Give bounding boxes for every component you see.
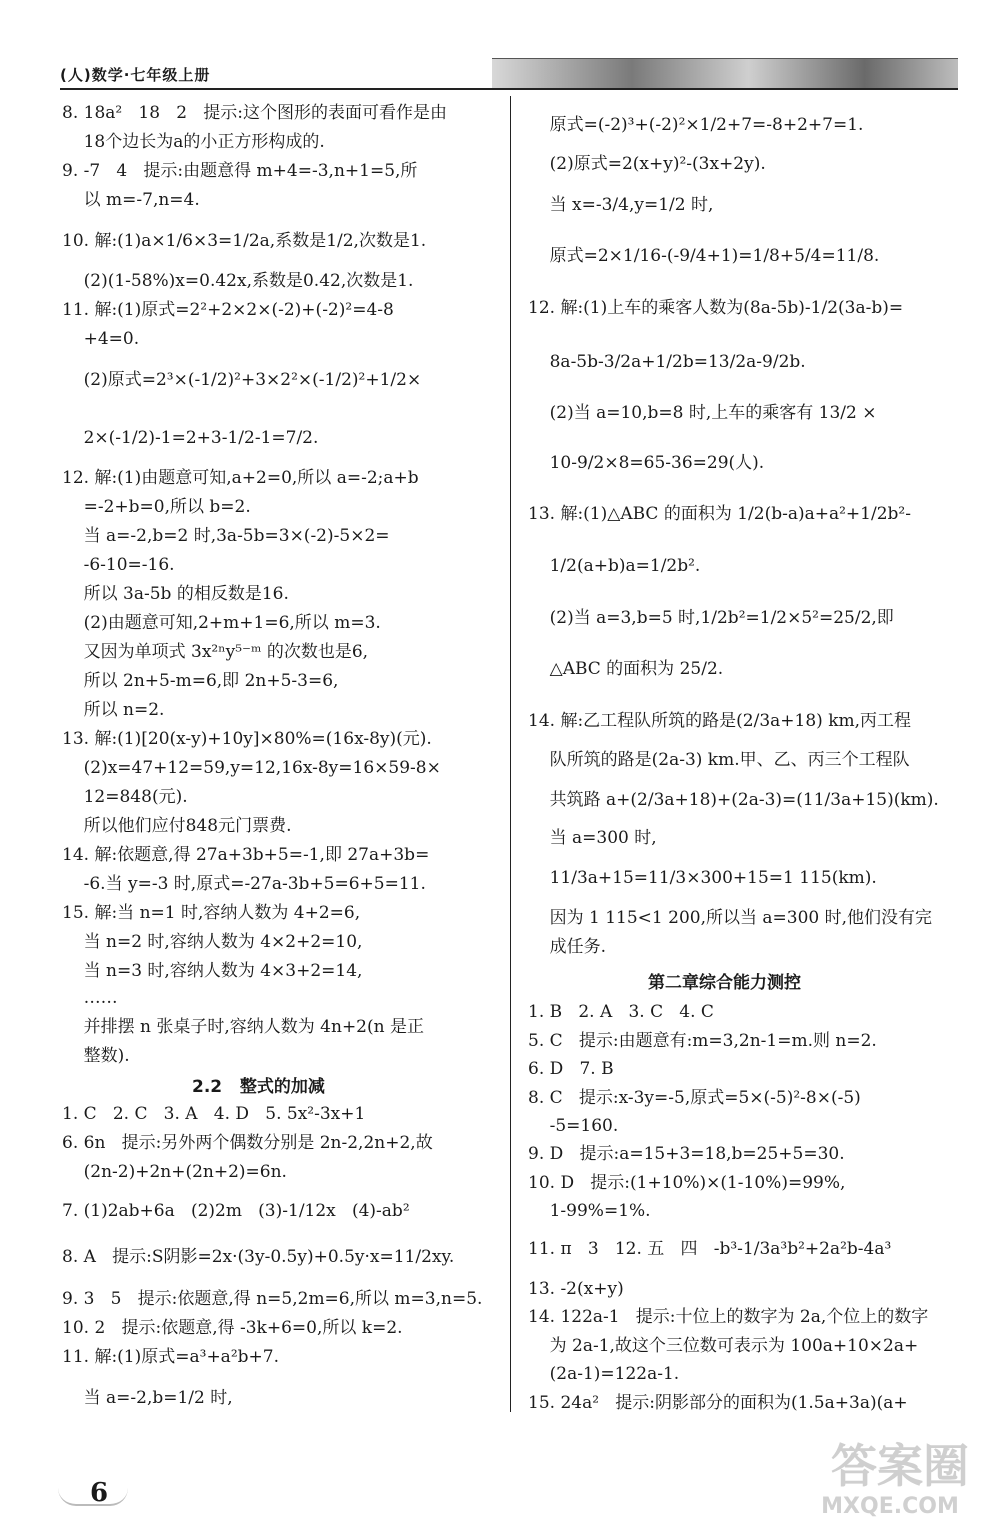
page-header	[60, 58, 958, 88]
header-rule	[60, 88, 958, 90]
answer-line: 10-9/2×8=65-36=29(人).	[528, 453, 765, 473]
answer-line: -6-10=-16.	[62, 555, 175, 575]
watermark-logo: 答案圈	[831, 1439, 969, 1493]
answer-line: (2a-1)=122a-1.	[528, 1364, 680, 1384]
answer-line: 所以他们应付848元门票费.	[62, 816, 292, 836]
answer-line: (2n-2)+2n+(2n+2)=6n.	[62, 1162, 287, 1182]
answer-line: =-2+b=0,所以 b=2.	[62, 497, 251, 517]
answer-line: 成任务.	[528, 937, 607, 957]
answer-line: 因为 1 115<1 200,所以当 a=300 时,他们没有完	[528, 908, 933, 928]
answer-line: 5. C 提示:由题意有:m=3,2n-1=m.则 n=2.	[528, 1031, 877, 1051]
answer-line: 7. (1)2ab+6a (2)2m (3)-1/12x (4)-ab²	[62, 1201, 410, 1221]
answer-line: 9. 3 5 提示:依题意,得 n=5,2m=6,所以 m=3,n=5.	[62, 1289, 483, 1309]
answer-line: 14. 解:乙工程队所筑的路是(2/3a+18) km,丙工程	[528, 711, 912, 731]
answer-line: 1-99%=1%.	[528, 1201, 651, 1221]
answer-line: 9. D 提示:a=15+3=18,b=25+5=30.	[528, 1144, 845, 1164]
watermark-url: MXQE.COM	[821, 1494, 959, 1519]
answer-line: 15. 24a² 提示:阴影部分的面积为(1.5a+3a)(a+	[528, 1393, 908, 1413]
answer-line: 1. B 2. A 3. C 4. C	[528, 1002, 714, 1022]
answer-line: 11. 解:(1)原式=2²+2×2×(-2)+(-2)²=4-8	[62, 300, 394, 320]
answer-line: 当 a=-2,b=1/2 时,	[62, 1388, 233, 1408]
book-title: (人)数学·七年级上册	[60, 66, 211, 84]
answer-line: 队所筑的路是(2a-3) km.甲、乙、丙三个工程队	[528, 750, 910, 770]
answer-line: 当 x=-3/4,y=1/2 时,	[528, 195, 714, 215]
answer-line: 当 n=2 时,容纳人数为 4×2+2=10,	[62, 932, 363, 952]
answer-line: 以 m=-7,n=4.	[62, 190, 200, 210]
answer-line: (2)(1-58%)x=0.42x,系数是0.42,次数是1.	[62, 271, 414, 291]
answer-line: 6. D 7. B	[528, 1059, 614, 1079]
answer-line: 8. A 提示:S阴影=2x·(3y-0.5y)+0.5y·x=11/2xy.	[62, 1247, 455, 1267]
answer-line: 12. 解:(1)由题意可知,a+2=0,所以 a=-2;a+b	[62, 468, 419, 488]
answer-line: 14. 解:依题意,得 27a+3b+5=-1,即 27a+3b=	[62, 845, 430, 865]
answer-line: 11. 解:(1)原式=a³+a²b+7.	[62, 1347, 279, 1367]
answer-line: 所以 2n+5-m=6,即 2n+5-3=6,	[62, 671, 339, 691]
answer-line: +4=0.	[62, 329, 140, 349]
answer-line: 13. 解:(1)△ABC 的面积为 1/2(b-a)a+a²+1/2b²-	[528, 504, 911, 524]
answer-line: 10. D 提示:(1+10%)×(1-10%)=99%,	[528, 1173, 846, 1193]
answer-line: -5=160.	[528, 1116, 619, 1136]
answer-line: ……	[62, 988, 118, 1008]
answer-line: 15. 解:当 n=1 时,容纳人数为 4+2=6,	[62, 903, 361, 923]
answer-line: 6. 6n 提示:另外两个偶数分别是 2n-2,2n+2,故	[62, 1133, 433, 1153]
answer-line: (2)当 a=3,b=5 时,1/2b²=1/2×5²=25/2,即	[528, 608, 894, 628]
answer-line: 整数).	[62, 1046, 130, 1066]
answer-line: 为 2a-1,故这个三位数可表示为 100a+10×2a+	[528, 1336, 919, 1356]
answer-line: (2)当 a=10,b=8 时,上车的乘客有 13/2 ×	[528, 403, 877, 423]
answer-line: 原式=2×1/16-(-9/4+1)=1/8+5/4=11/8.	[528, 246, 880, 266]
answer-line: 当 n=3 时,容纳人数为 4×3+2=14,	[62, 961, 363, 981]
answer-line: 1/2(a+b)a=1/2b².	[528, 556, 701, 576]
answer-line: 13. 解:(1)[20(x-y)+10y]×80%=(16x-8y)(元).	[62, 729, 432, 749]
answer-line: 11. π 3 12. 五 四 -b³-1/3a³b²+2a²b-4a³	[528, 1239, 892, 1259]
section-title: 2.2 整式的加减	[192, 1077, 325, 1097]
answer-line: 所以 n=2.	[62, 700, 165, 720]
answer-line: 1. C 2. C 3. A 4. D 5. 5x²-3x+1	[62, 1104, 366, 1124]
answer-line: 所以 3a-5b 的相反数是16.	[62, 584, 289, 604]
answer-line: 14. 122a-1 提示:十位上的数字为 2a,个位上的数字	[528, 1307, 929, 1327]
answer-line: 又因为单项式 3x²ⁿy⁵⁻ᵐ 的次数也是6,	[62, 642, 369, 662]
answer-line: 13. -2(x+y)	[528, 1279, 624, 1299]
answer-line: 9. -7 4 提示:由题意得 m+4=-3,n+1=5,所	[62, 161, 418, 181]
answer-line: -6.当 y=-3 时,原式=-27a-3b+5=6+5=11.	[62, 874, 426, 894]
answer-line: 8a-5b-3/2a+1/2b=13/2a-9/2b.	[528, 352, 806, 372]
answer-line: (2)原式=2³×(-1/2)²+3×2²×(-1/2)²+1/2×	[62, 370, 422, 390]
answer-line: 12. 解:(1)上车的乘客人数为(8a-5b)-1/2(3a-b)=	[528, 298, 904, 318]
answer-line: 10. 解:(1)a×1/6×3=1/2a,系数是1/2,次数是1.	[62, 231, 427, 251]
section-title: 第二章综合能力测控	[648, 973, 801, 993]
answer-line: △ABC 的面积为 25/2.	[528, 659, 724, 679]
answer-line: (2)x=47+12=59,y=12,16x-8y=16×59-8×	[62, 758, 441, 778]
answer-line: 8. C 提示:x-3y=-5,原式=5×(-5)²-8×(-5)	[528, 1088, 861, 1108]
page-number: 6	[90, 1478, 109, 1508]
answer-line: 12=848(元).	[62, 787, 188, 807]
answer-line: (2)原式=2(x+y)²-(3x+2y).	[528, 154, 766, 174]
answer-line: 8. 18a² 18 2 提示:这个图形的表面可看作是由	[62, 103, 448, 123]
answer-line: 当 a=300 时,	[528, 828, 657, 848]
answer-line: 原式=(-2)³+(-2)²×1/2+7=-8+2+7=1.	[528, 115, 864, 135]
answer-line: 2×(-1/2)-1=2+3-1/2-1=7/2.	[62, 428, 319, 448]
answer-line: 并排摆 n 张桌子时,容纳人数为 4n+2(n 是正	[62, 1017, 424, 1037]
answer-line: 当 a=-2,b=2 时,3a-5b=3×(-2)-5×2=	[62, 526, 390, 546]
header-banner-image	[492, 58, 958, 89]
column-divider	[510, 96, 511, 1412]
answer-line: 共筑路 a+(2/3a+18)+(2a-3)=(11/3a+15)(km).	[528, 790, 939, 810]
answer-line: 11/3a+15=11/3×300+15=1 115(km).	[528, 868, 877, 888]
answer-line: (2)由题意可知,2+m+1=6,所以 m=3.	[62, 613, 381, 633]
answer-line: 10. 2 提示:依题意,得 -3k+6=0,所以 k=2.	[62, 1318, 403, 1338]
answer-line: 18个边长为a的小正方形构成的.	[62, 132, 325, 152]
